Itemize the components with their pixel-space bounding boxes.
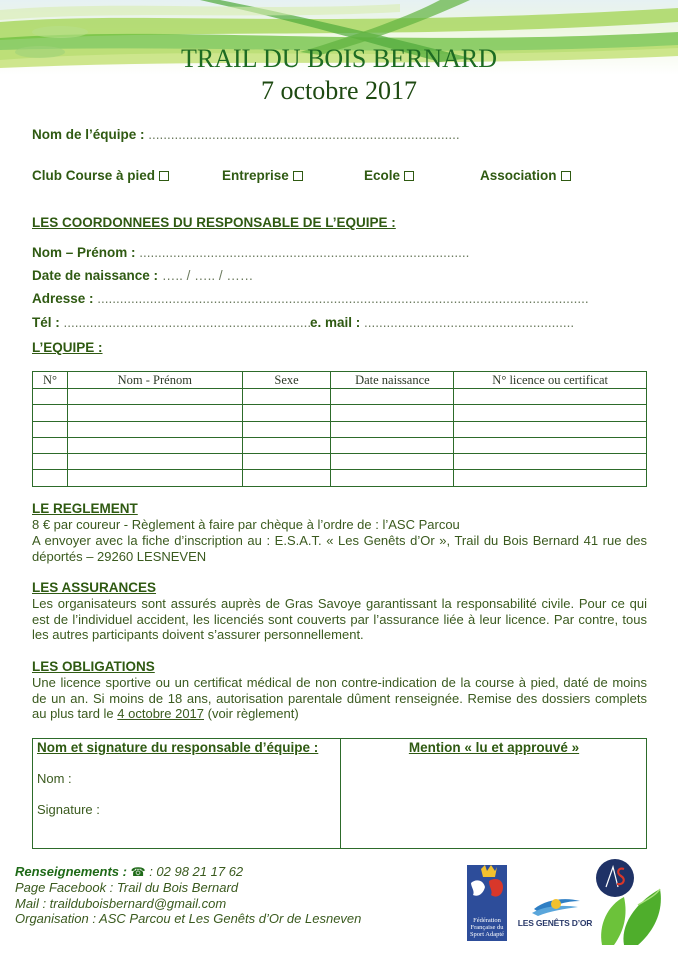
email-dots[interactable]: ........................................................ — [364, 315, 575, 330]
cell[interactable] — [33, 454, 68, 470]
facebook-page: Page Facebook : Trail du Bois Bernard — [15, 880, 239, 896]
ffsa-faces-icon — [467, 865, 507, 907]
signature-divider — [340, 739, 341, 848]
category-label: Entreprise — [222, 168, 289, 183]
obligations-text — [32, 675, 647, 722]
ffsa-logo-text: Fédération Française du Sport Adapté — [469, 917, 505, 938]
cell[interactable] — [242, 389, 331, 405]
category-ecole[interactable] — [364, 168, 414, 183]
signature-label[interactable]: Signature : — [37, 802, 100, 817]
genets-swoosh-icon — [516, 895, 594, 917]
event-date: 7 octobre 2017 — [261, 76, 417, 105]
cell[interactable] — [331, 421, 454, 437]
cell[interactable] — [33, 470, 68, 486]
table-row — [33, 405, 647, 421]
leaf-icon — [598, 885, 678, 945]
cell[interactable] — [33, 421, 68, 437]
page-title: TRAIL DU BOIS BERNARD — [180, 44, 498, 73]
cell[interactable] — [331, 405, 454, 421]
obligations-heading: LES OBLIGATIONS — [32, 659, 155, 674]
table-row — [33, 437, 647, 453]
category-association[interactable] — [480, 168, 571, 183]
assurances-text: Les organisateurs sont assurés auprès de Gras Savoye garantissant la responsabilité civile. Pour ce qui est de l’individuel accident, les licenciés sont couverts par l’assurance liée à leur licence. Par contre, tous les autres participants doivent s’assurer personnellement. — [32, 596, 647, 643]
checkbox-icon[interactable] — [293, 171, 303, 181]
team-name-dots[interactable]: ................................................................................... — [148, 127, 460, 142]
cell[interactable] — [242, 437, 331, 453]
cell[interactable] — [242, 454, 331, 470]
contact-phone-line — [15, 864, 361, 880]
equipe-heading: L’EQUIPE : — [32, 340, 103, 355]
cell[interactable] — [33, 437, 68, 453]
responsable-heading: LES COORDONNEES DU RESPONSABLE DE L’EQUIPE : — [32, 215, 396, 230]
column-header-number: N° — [33, 372, 68, 389]
tel-field[interactable] — [32, 315, 311, 330]
cell[interactable] — [67, 470, 242, 486]
cell[interactable] — [67, 389, 242, 405]
signature-box — [32, 738, 647, 849]
table-row — [33, 470, 647, 486]
cell[interactable] — [67, 437, 242, 453]
obligations-text-main: Une licence sportive ou un certificat médical de non contre-indication de la course à pied, daté de moins de un an. Si moins de 18 ans, autorisation parentale dûment renseignée. Remise des dossiers complets au plus tard le — [32, 675, 647, 722]
signature-name-label[interactable]: Nom : — [37, 771, 72, 786]
signature-left-title: Nom et signature du responsable d’équipe : — [37, 740, 319, 755]
tel-dots[interactable]: .................................................................. — [63, 315, 312, 330]
team-members-table — [32, 371, 647, 487]
checkbox-icon[interactable] — [159, 171, 169, 181]
cell[interactable] — [454, 421, 647, 437]
category-club-course[interactable] — [32, 168, 169, 183]
cell[interactable] — [242, 421, 331, 437]
organisation: Organisation : ASC Parcou et Les Genêts d’Or de Lesneven — [15, 911, 362, 927]
cell[interactable] — [454, 437, 647, 453]
column-header-name: Nom - Prénom — [67, 372, 242, 389]
genets-logo-text: LES GENÊTS D’OR — [517, 918, 593, 928]
cell[interactable] — [331, 454, 454, 470]
table-row — [33, 421, 647, 437]
address-field[interactable] — [32, 291, 589, 306]
cell[interactable] — [67, 421, 242, 437]
category-label: Club Course à pied — [32, 168, 156, 183]
birthdate-dots[interactable]: ….. / ….. / …… — [161, 268, 254, 283]
green-leaves-decoration — [598, 885, 678, 945]
ffsa-logo — [467, 865, 507, 941]
obligations-text-tail: (voir règlement) — [204, 706, 299, 722]
team-name-label: Nom de l’équipe : — [32, 127, 145, 142]
column-header-licence: N° licence ou certificat — [454, 372, 647, 389]
contact-email: Mail : trailduboisbernard@gmail.com — [15, 895, 227, 911]
name-dots[interactable]: ........................................................................................ — [139, 245, 470, 260]
cell[interactable] — [33, 405, 68, 421]
address-dots[interactable]: ................................................................................................................................... — [97, 291, 589, 306]
birthdate-label: Date de naissance : — [32, 268, 159, 283]
checkbox-icon[interactable] — [404, 171, 414, 181]
signature-right-title — [340, 740, 648, 755]
approval-mention-label: Mention « lu et approuvé » — [408, 740, 580, 755]
name-label: Nom – Prénom : — [32, 245, 136, 260]
category-entreprise[interactable] — [222, 168, 303, 183]
cell[interactable] — [67, 405, 242, 421]
checkbox-icon[interactable] — [561, 171, 571, 181]
phone-number: : 02 98 21 17 62 — [149, 864, 244, 879]
responsable-name-field[interactable] — [32, 245, 469, 260]
cell[interactable] — [242, 405, 331, 421]
email-field[interactable] — [310, 315, 574, 330]
reglement-address: A envoyer avec la fiche d’inscription au : E.S.A.T. « Les Genêts d’Or », Trail du Bois Bernard 41 rue des déportés – 29260 LESNEVEN — [32, 533, 647, 564]
table-row — [33, 454, 647, 470]
cell[interactable] — [454, 470, 647, 486]
telephone-icon: ☎ — [130, 865, 146, 879]
address-label: Adresse : — [32, 291, 94, 306]
cell[interactable] — [454, 454, 647, 470]
reglement-heading: LE REGLEMENT — [32, 501, 138, 516]
assurances-heading: LES ASSURANCES — [32, 580, 157, 595]
column-header-birthdate: Date naissance — [331, 372, 454, 389]
column-header-sex: Sexe — [242, 372, 331, 389]
deadline-date: 4 octobre 2017 — [117, 706, 205, 722]
cell[interactable] — [454, 405, 647, 421]
info-label: Renseignements : — [15, 864, 127, 879]
cell[interactable] — [331, 437, 454, 453]
table-row — [33, 389, 647, 405]
genets-dor-logo — [516, 895, 594, 935]
reglement-price: 8 € par coureur - Règlement à faire par chèque à l’ordre de : l’ASC Parcou — [32, 517, 460, 532]
cell[interactable] — [454, 389, 647, 405]
email-label: e. mail : — [310, 315, 361, 330]
table-header-row — [33, 372, 647, 389]
cell[interactable] — [33, 389, 68, 405]
category-label: Ecole — [364, 168, 401, 183]
cell[interactable] — [67, 454, 242, 470]
cell[interactable] — [331, 470, 454, 486]
birthdate-field[interactable] — [32, 268, 253, 283]
team-name-field[interactable] — [32, 127, 460, 142]
tel-label: Tél : — [32, 315, 60, 330]
cell[interactable] — [331, 389, 454, 405]
category-label: Association — [480, 168, 557, 183]
cell[interactable] — [242, 470, 331, 486]
contact-info — [15, 864, 361, 927]
